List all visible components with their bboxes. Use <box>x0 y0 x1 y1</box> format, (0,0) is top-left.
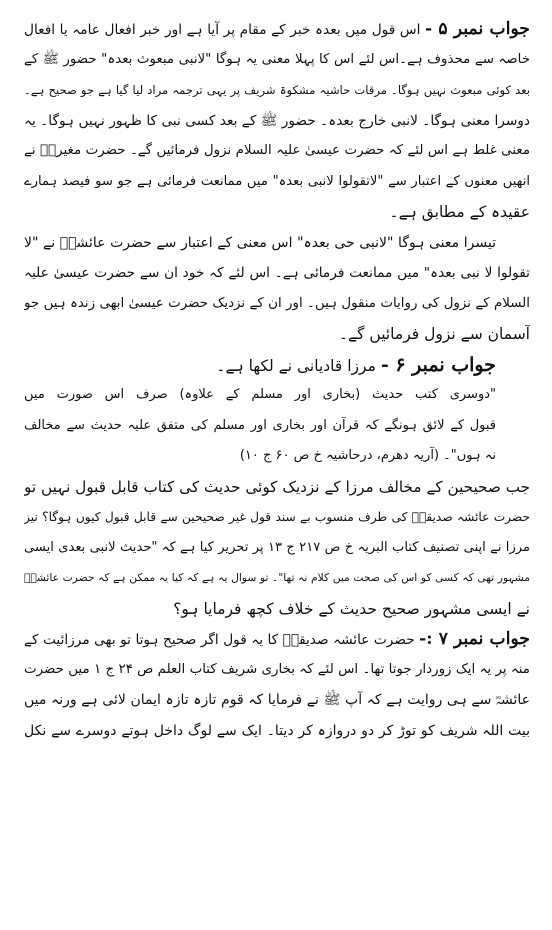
text-line-8: تیسرا معنی ہوگا "لانبی حی بعدہ" اس معنی کے اعتبار سے حضرت عائشہؓ نے "لا <box>24 234 496 251</box>
text-line-1: جواب نمبر ۵ - اس قول میں بعدہ خبر کے مقام پر آیا ہے اور خبر افعال عامہ یا افعال <box>24 19 530 39</box>
text-line-17: حضرت عائشہ صدیقہؓ کی طرف منسوب بے سند قول غیر صحیحین سے قابل قبول کیوں ہوگا؟ نیز <box>24 510 530 524</box>
text-line-12: جواب نمبر ۶ - مرزا قادیانی نے لکھا ہے۔ <box>216 353 496 376</box>
answer-heading-5: جواب نمبر ۵ - <box>425 19 530 39</box>
text-line-4: دوسرا معنی ہوگا۔ لانبی خارج بعدہ۔ حضور ﷺ کے بعد کسی نبی کا ظہور نہیں ہوگا۔ یہ <box>24 112 530 129</box>
answer-heading-7: جواب نمبر ۷ :- <box>419 629 530 649</box>
text-line-24: بیت اللہ شریف کو توڑ کر دو دروازہ کر دیتا۔ ایک سے لوگ داخل ہوتے دوسرے سے نکل <box>24 722 530 739</box>
text-line-22: منہ پر یہ ایک زوردار جوتا تھا۔ اس لئے کہ بخاری شریف کتاب العلم ص ۲۴ ج ۱ میں حضرت <box>24 661 530 677</box>
quote-line-2: قبول کے لائق ہونگے کہ قرآن اور بخاری اور مسلم کی متفق علیہ حدیث سے مخالف <box>24 417 496 433</box>
text-line-7: عقیدہ کے مطابق ہے۔ <box>389 203 530 221</box>
text-line-10: السلام کے نزول کی روایات منقول ہیں۔ اور ان کے نزدیک حضرت عیسیٰ ابھی زندہ ہیں جو <box>24 295 530 311</box>
text-line-18: مرزا نے اپنی تصنیف کتاب البریہ خ ص ۲۱۷ ج ۱۳ پر تحریر کیا ہے کہ "حدیث لانبی بعدی ایسی <box>24 539 530 555</box>
quote-line-1: "دوسری کتب حدیث (بخاری اور مسلم کے علاوہ) صرف اس صورت میں <box>24 387 496 402</box>
text-line-23: عائشہؓ سے ہی روایت ہے کہ آپ ﷺ نے فرمایا کہ قوم تازہ تازہ ایمان لائی ہے ورنہ میں <box>24 692 530 708</box>
text-line-20: نے ایسی مشہور صحیح حدیث کے خلاف کچھ فرمایا ہو؟ <box>173 599 530 618</box>
text-line-9: تقولوا لا نبی بعدہ" میں ممانعت فرمائی ہے۔ اس لئے کہ خود ان سے حضرت عیسیٰ علیہ <box>24 265 530 281</box>
text-line-6: انھیں معنوں کے اعتبار سے "لاتقولوا لانبی بعدہ" میں ممانعت فرمائی ہے جو سو فیصد ہمارے <box>24 173 530 189</box>
text-line-11: آسمان سے نزول فرمائیں گے۔ <box>338 325 530 343</box>
text-line-5: معنی غلط ہے اس لئے کہ حضرت عیسیٰ علیہ السلام نزول فرمائیں گے۔ حضرت مغیرہؓ نے <box>24 143 530 158</box>
answer-heading-6: جواب نمبر ۶ - <box>380 353 496 376</box>
quote-citation: نہ ہوں"۔ (آریہ دھرم، درحاشیہ خ ص ۶۰ ج ۱۰) <box>239 448 496 463</box>
text-line-3: بعد کوئی مبعوث نہیں ہوگا۔ مرقات حاشیہ مشکوۃ شریف پر یہی ترجمہ مراد لیا گیا ہے جو صحیح ہے۔ <box>24 83 530 97</box>
text-line-2: خاصہ سے محذوف ہے۔اس لئے اس کا پہلا معنی یہ ہوگا "لانبی مبعوث بعدہ" حضور ﷺ کے <box>24 51 530 67</box>
text-line-21: جواب نمبر ۷ :- حضرت عائشہ صدیقہؓ کا یہ قول اگر صحیح ہوتا تو بھی مرزائیت کے <box>24 629 530 649</box>
text-line-16: جب صحیحین کے مخالف مرزا کے نزدیک کوئی حدیث کی کتاب قابل قبول نہیں تو <box>24 477 530 496</box>
text-line-19: مشہور تھی کہ کسی کو اس کی صحت میں کلام نہ تھا"۔ تو سوال یہ ہے کہ کیا یہ ممکن ہے کہ حضرت عائشہؓ <box>24 571 530 584</box>
